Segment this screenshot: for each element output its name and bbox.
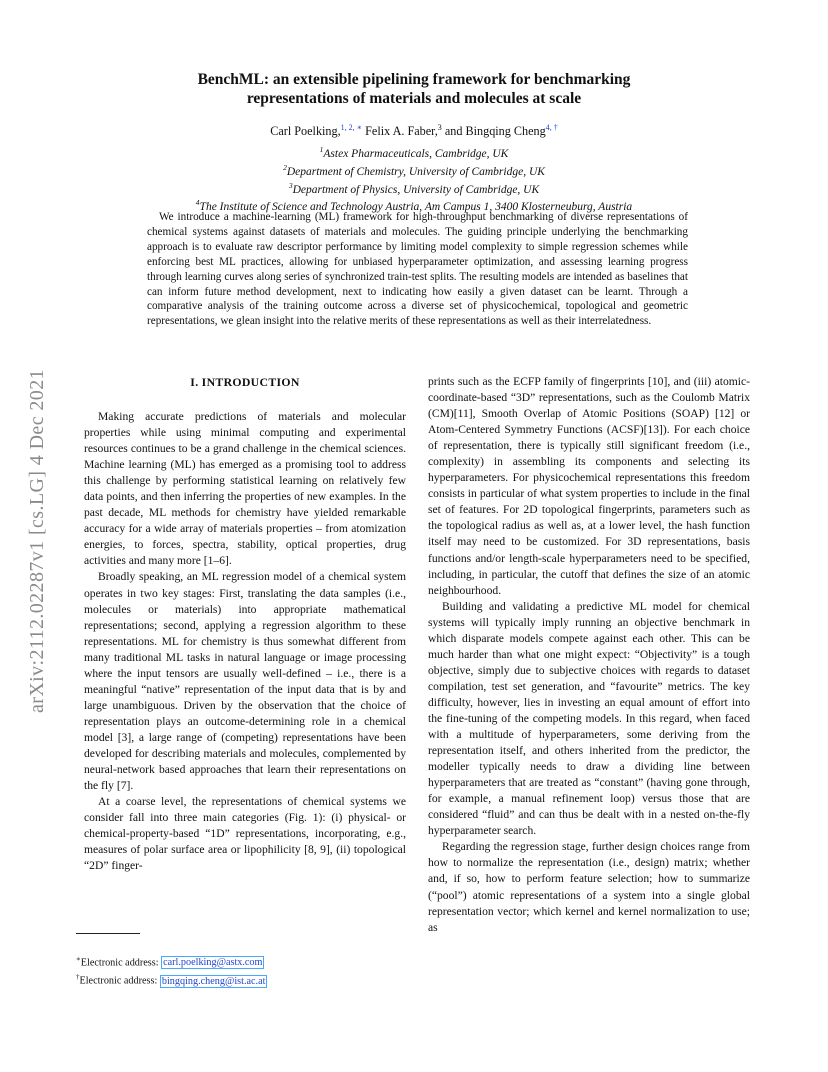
paragraph: Building and validating a predictive ML model for chemical systems will typically imply running an objective benchmark in which disparate models compete against each other. This can be much harder than what one might expect: “Objectivity” is a tough objective, simply due to subjective choices with regards to dataset compilation, test set generation, and “favourite” metrics. The key difficulty, however, lies in investing an equal amount of effort into the fine-tuning of the competing models. In this regard, when faced with a multitude of hyperparameters, some deriving from the representation itself, and others inherited from the predictor, the modeller typically needs to draw a dividing line between hyperparameters that are treated as “constant” (having gone through, for example, a manual refinement loop) versus those that are considered “fluid” and can thus be dealt with in a nested on-the-fly hyperparameter search.: [428, 599, 750, 838]
arxiv-identifier: [24, 293, 50, 713]
paragraph: Broadly speaking, an ML regression model of a chemical system operates in two key stages: First, translating the data samples (i.e., molecules or materials) into appropriate mathematical representations; second, applying a regression algorithm to these representations. ML for chemistry is thus somewhat different from many traditional ML tasks in natural language or image processing where the input tensors are usually well-defined – i.e., there is a meaningful “native” representation of the input data that is by and large unambiguous. Driven by the observation that the choice of representation plays an outcome-determining role in a chemical model [3], a large range of (competing) representations have been developed for describing materials and molecules, complemented by neural-network based approaches that learn their representations on the fly [7].: [84, 570, 406, 793]
author-1: Carl Poelking,: [270, 124, 341, 139]
affiliation-2: $^2$Department of Chemistry, University of Cambridge, UK: [283, 162, 545, 178]
email-link-2[interactable]: bingqing.cheng@ist.ac.at: [161, 975, 266, 987]
affiliation-1: $^1$Astex Pharmaceuticals, Cambridge, UK: [319, 145, 509, 160]
title-line-1: BenchML: an extensible pipelining framework for benchmarking: [197, 71, 631, 88]
author-2: Felix A. Faber,: [365, 124, 438, 139]
affiliation-3: $^3$Department of Physics, University of Cambridge, UK: [288, 180, 540, 196]
author-3: and Bingqing Cheng: [444, 124, 546, 139]
footnote-2: †Electronic address: bingqing.cheng@ist.ac.at: [76, 973, 266, 987]
footnote-divider: [76, 933, 140, 934]
author-3-affil[interactable]: 4, †: [545, 123, 558, 132]
affiliation-4: $^4$The Institute of Science and Technology Austria, Am Campus 1, 3400 Klosterneuburg, Austria: [195, 198, 633, 214]
author-list: [140, 123, 688, 139]
paragraph: prints such as the ECFP family of fingerprints [10], and (iii) atomic-coordinate-based “3D” representations, such as the Coulomb Matrix (CM)[11], Smooth Overlap of Atomic Positions (SOAP) [12] or Atom-Centered Symmetry Functions (ACSF)[13]). For each choice of representation, there is typically still significant freedom (i.e., complexity) in assembling its components and selecting its hyperparameters. For physicochemical representations this freedom consists in particular of what system properties to include in the final set of features. For 2D topological fingerprints, parameters such as the topological radius as well as, at a lower level, the hash function itself may need to be customized. For 3D representations, basis functions and/or length-scale hyperparameters need to be specified, including, in particular, the cutoff that defines the size of an atomic neighbourhood.: [428, 375, 750, 597]
author-2-affil: 3: [437, 123, 442, 132]
email-link-1[interactable]: carl.poelking@astx.com: [163, 957, 263, 969]
paper-title: [140, 70, 688, 108]
left-column: [84, 374, 406, 874]
section-heading: I. INTRODUCTION: [190, 375, 300, 389]
footnote-1: ∗Electronic address: carl.poelking@astx.com: [76, 955, 263, 969]
arxiv-identifier-text: arXiv:2112.02287v1 [cs.LG] 4 Dec 2021: [26, 369, 48, 713]
right-column: [428, 374, 750, 936]
title-line-2: representations of materials and molecules at scale: [246, 90, 582, 107]
abstract: We introduce a machine-learning (ML) framework for high-throughput benchmarking of diverse representations of chemical systems against datasets of materials and molecules. The guiding principle underlying the benchmarking approach is to evaluate raw descriptor performance by limiting model complexity to simple regression schemes while enforcing best ML practices, allowing for unbiased hyperparameter optimization, and assessing learning progress through learning curves along series of synchronized train-test splits. The resulting models are intended as baselines that can inform future method development, next to indicating how easily a given dataset can be learnt. Through a comparative analysis of the training outcome across a diverse set of physicochemical, topological and geometric representations, we glean insight into the relative merits of these representations as well as their interrelatedness.: [147, 211, 688, 328]
affiliations: [140, 143, 688, 214]
footnotes: [76, 952, 406, 989]
paragraph: Regarding the regression stage, further design choices range from how to normalize the representation (i.e., design) matrix; whether and, if so, how to perform feature selection; how to summarize (“pool”) atomic representations of a system into a single global representation vector; which kernel and kernel normalization to use; as: [428, 840, 750, 934]
author-1-affil[interactable]: 1, 2, ∗: [340, 123, 363, 132]
paragraph: At a coarse level, the representations of chemical systems we consider fall into three main categories (Fig. 1): (i) physical- or chemical-property-based “1D” representations, incorporating, e.g., measures of polar surface area or lipophilicity [8, 9], (ii) topological “2D” finger-: [84, 795, 406, 873]
paragraph: Making accurate predictions of materials and molecular properties while using minimal computing and experimental resources continues to be a grand challenge in the chemical sciences. Machine learning (ML) has emerged as a promising tool to address this challenge by performing statistical learning on relatively few data points, and then inferring the properties of new examples. In the past decade, ML methods for chemistry have yielded remarkable accuracy for a wide array of materials properties – from atomization energies, to forces, spectra, stability, optical properties, drug activities and many more [1–6].: [84, 410, 406, 568]
